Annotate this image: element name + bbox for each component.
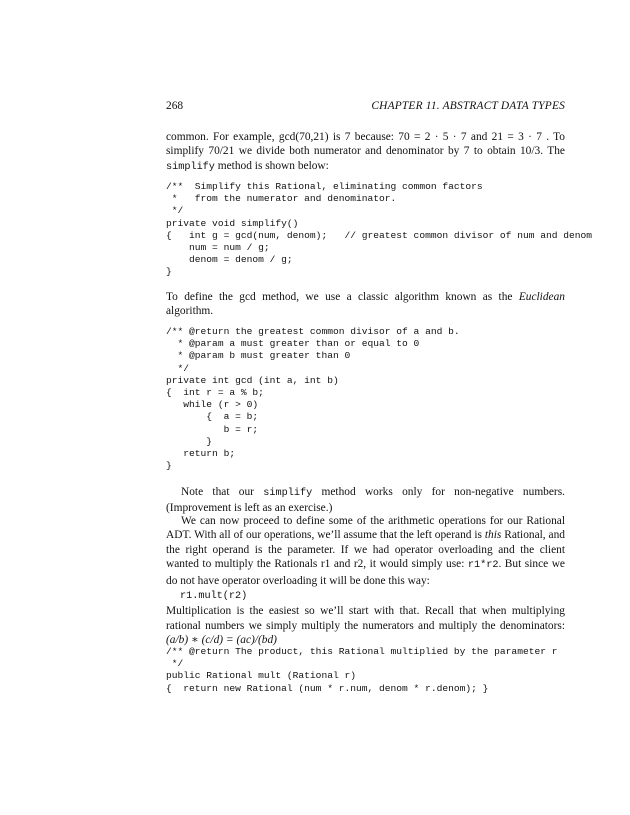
paragraph-gcd-example: common. For example, gcd(70,21) is 7 because: 70 = 2 · 5 · 7 and 21 = 3 · 7 . To simplify 70/21 we divide both numerator and denominator by 7 to obtain 10/3. The simplify method is shown below:	[166, 131, 565, 173]
chapter-title: CHAPTER 11. ABSTRACT DATA TYPES	[371, 100, 565, 112]
inline-code-r1-mult: r1.mult(r2)	[180, 591, 248, 603]
inline-code-simplify: simplify	[166, 161, 215, 173]
page-number: 268	[166, 100, 184, 112]
paragraph-euclidean: To define the gcd method, we use a classic algorithm known as the Euclidean algorithm.	[166, 291, 565, 318]
page-header	[166, 99, 565, 113]
inline-code-r1-times-r2: r1*r2	[467, 560, 499, 572]
code-block-simplify: /** Simplify this Rational, eliminating common factors * from the numerator and denominator. */ private void simplify() { int g = gcd(num, denom); // greatest common divisor of num and denom num = num / g; denom = denom / g; }	[166, 181, 593, 278]
code-block-mult: /** @return The product, this Rational multiplied by the parameter r */ public Rational mult (Rational r) { return new Rational (num * r.num, denom * r.denom); }	[166, 646, 558, 694]
emphasis-euclidean: Euclidean	[518, 291, 565, 303]
emphasis-this: this	[484, 529, 502, 542]
paragraph-arithmetic: We can now proceed to define some of the arithmetic operations for our Rational ADT. With all of our operations, we’ll assume that the left operand is this Rational, and the right operand is the parameter. If we had operator overloading and the client wanted to multiply the Rationals r1 and r2, it would simply use: r1*r2. But since we do not have operator overloading it will be done this way: r1.mult(r2) Multiplication is the easiest so we’ll start with that. Recall that when multiplying rational numbers we simply multiply the numerators and multiply the denominators: (a/b) ∗ (c/d) = (ac)/(bd)	[166, 515, 565, 647]
math-product-formula: (a/b) ∗ (c/d) = (ac)/(bd)	[166, 634, 277, 647]
inline-code-simplify-2: simplify	[263, 488, 313, 499]
paragraph-note-simplify: Note that our simplify method works only for non-negative numbers. (Improvement is left as an exercise.)	[166, 486, 566, 515]
code-block-gcd: /** @return the greatest common divisor of a and b. * @param a must greater than or equal to 0 * @param b must greater than 0 */ private int gcd (int a, int b) { int r = a % b; while (r > 0) { a = b; b = r; } return b; }	[166, 326, 460, 472]
